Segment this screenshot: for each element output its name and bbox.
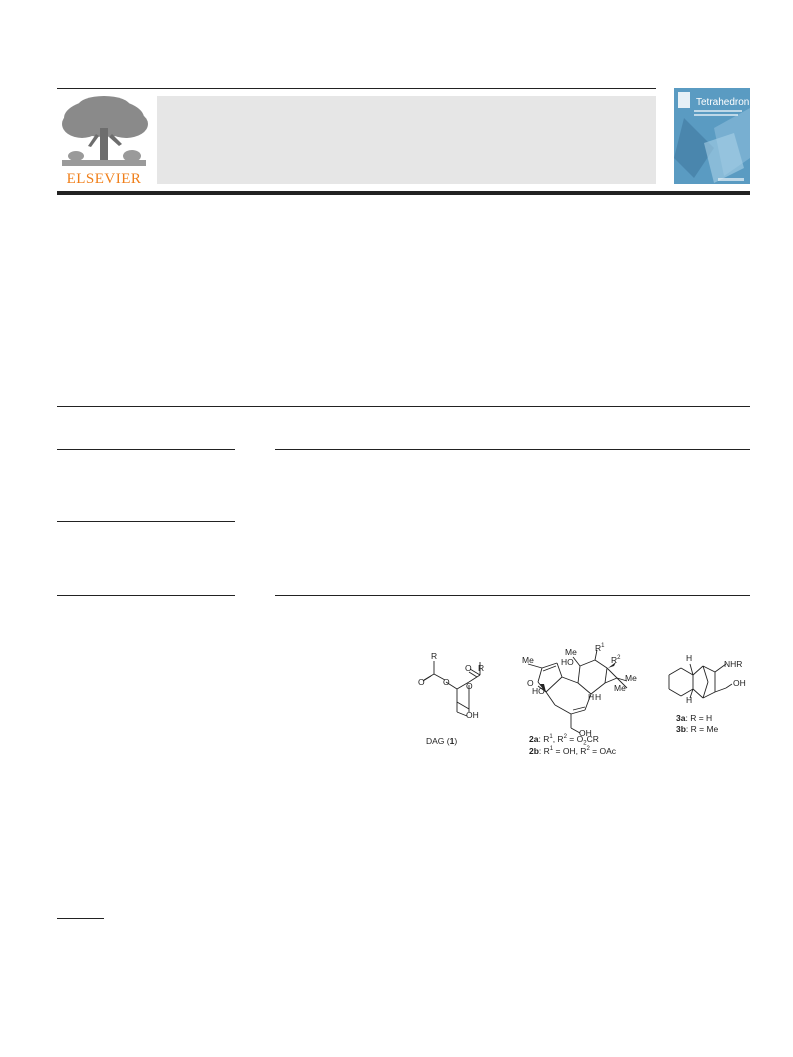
- compound-1-atom-o2: O: [443, 677, 450, 687]
- compound-3-atom-oh: OH: [733, 678, 746, 688]
- compound-2-atom-oh: OH: [579, 728, 592, 738]
- compound-2-atom-h1: H: [588, 692, 595, 702]
- compound-1-atom-oh: OH: [466, 710, 479, 720]
- compound-2-atom-ho2: HO: [532, 686, 545, 696]
- compound-2-atom-o-ketone: O: [527, 678, 534, 688]
- compound-3-bonds: [669, 664, 732, 698]
- compound-3b-label: 3b: R = Me: [676, 724, 719, 734]
- compound-2-atom-ho1: HO: [561, 657, 574, 667]
- compound-1-label: DAG (1): [426, 736, 458, 746]
- compound-1-atom-o4: O: [466, 681, 473, 691]
- compound-1-atom-o3: O: [465, 663, 472, 673]
- compound-2-atom-me4: Me: [614, 683, 626, 693]
- compound-3a-label: 3a: R = H: [676, 713, 713, 723]
- compound-3-atom-h-bottom: H: [686, 695, 693, 705]
- compound-2-atom-me1: Me: [522, 655, 534, 665]
- compound-2-atom-r2: $R^2$: [611, 654, 621, 665]
- compound-2a-label: 2a: $R^1$, $R^2 = O_2CR$: [529, 733, 599, 747]
- compound-1-atom-r1: R: [431, 651, 438, 661]
- compound-2-atom-me3: Me: [625, 673, 637, 683]
- journal-cover-title: Tetrahedron: [696, 97, 750, 108]
- compound-2-atom-me2: Me: [565, 647, 577, 657]
- compound-2-atom-h2: H: [595, 692, 602, 702]
- compound-1-atom-r2: R: [478, 663, 485, 673]
- compound-2-atom-r1: $R^1$: [595, 642, 605, 653]
- compound-3-atom-nhr: NHR: [724, 659, 743, 669]
- compound-3-atom-h-top: H: [686, 653, 693, 663]
- compound-2b-label: 2b: $R^1$ = OH, $R^2$ = OAc: [529, 745, 617, 756]
- compound-1-atom-o1: O: [418, 677, 425, 687]
- publisher-name[interactable]: ELSEVIER: [66, 171, 142, 187]
